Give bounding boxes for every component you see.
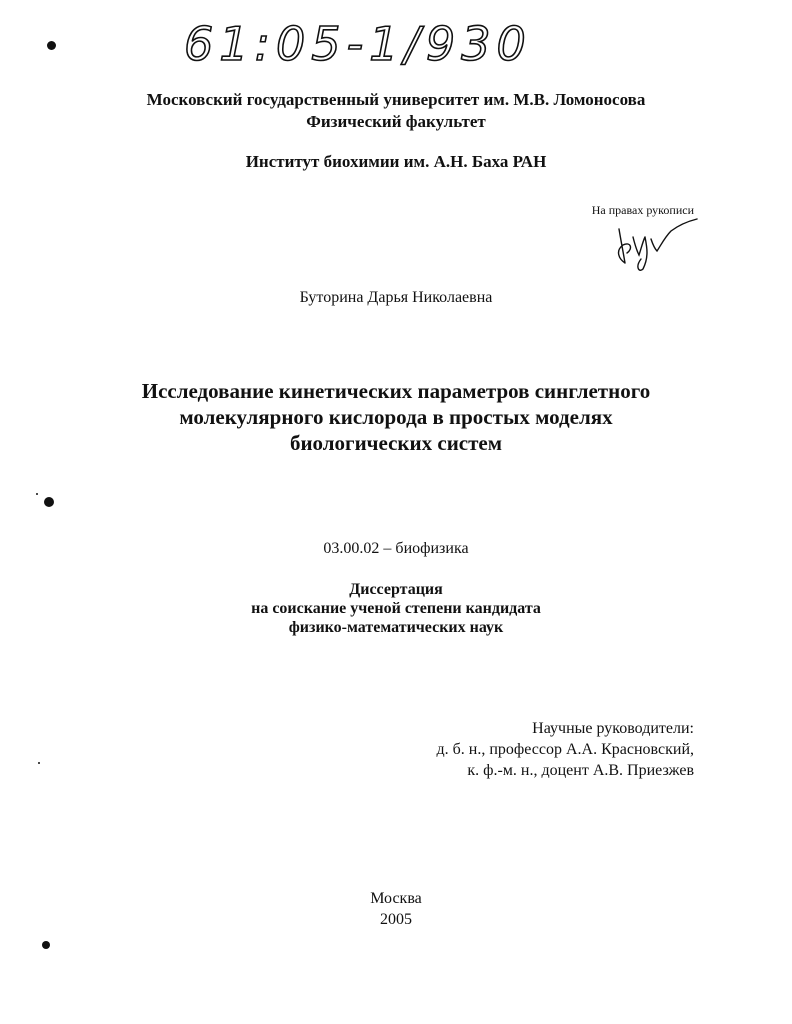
author-name: Буторина Дарья Николаевна bbox=[299, 289, 493, 306]
scan-speck bbox=[42, 941, 50, 949]
title-line: биологических систем bbox=[289, 431, 503, 455]
signature bbox=[605, 215, 705, 275]
specialty-code: 03.00.02 – биофизика bbox=[323, 540, 469, 557]
title-line: молекулярного кислорода в простых моделях bbox=[179, 405, 613, 429]
advisors-heading: Научные руководители: bbox=[532, 720, 694, 737]
title-line: Исследование кинетических параметров синглетного bbox=[141, 379, 651, 403]
university-name: Московский государственный университет им. М.В. Ломоносова bbox=[146, 90, 646, 109]
scan-speck bbox=[36, 493, 38, 495]
scan-speck bbox=[38, 762, 40, 764]
scan-speck bbox=[44, 497, 54, 507]
scientific-advisors bbox=[380, 718, 694, 781]
dissertation-label: Диссертация bbox=[349, 581, 443, 598]
advisor-entry: к. ф.-м. н., доцент А.В. Приезжев bbox=[467, 762, 694, 779]
advisor-entry: д. б. н., профессор А.А. Красновский, bbox=[436, 741, 694, 758]
manuscript-rights-note: На правах рукописи bbox=[591, 203, 694, 217]
handwritten-code-text: 61:05-1/930 bbox=[184, 17, 532, 71]
handwritten-archive-code bbox=[180, 8, 600, 78]
faculty-name: Физический факультет bbox=[306, 112, 486, 131]
dissertation-field: физико-математических наук bbox=[288, 619, 504, 636]
dissertation-degree: на соискание ученой степени кандидата bbox=[251, 600, 541, 617]
dissertation-title bbox=[0, 378, 792, 456]
year: 2005 bbox=[380, 911, 412, 928]
institute-name: Институт биохимии им. А.Н. Баха РАН bbox=[245, 152, 547, 171]
city: Москва bbox=[370, 890, 422, 907]
scan-speck bbox=[47, 41, 56, 50]
